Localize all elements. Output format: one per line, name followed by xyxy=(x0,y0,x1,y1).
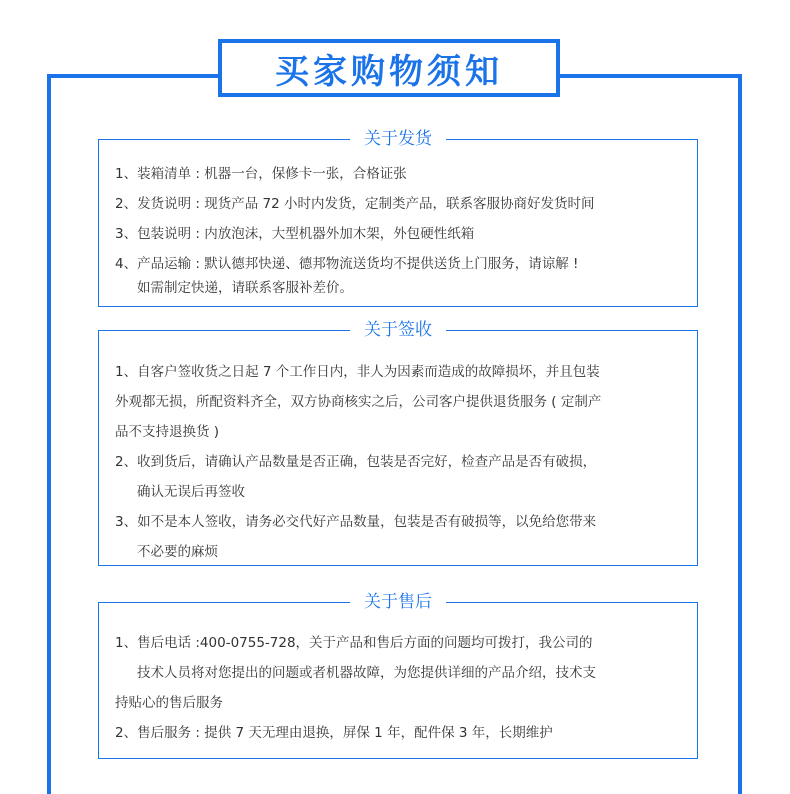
section-after-sales xyxy=(98,592,698,759)
list-item: 2、发货说明 : 现货产品 72 小时内发货，定制类产品，联系客服协商好发货时间 xyxy=(115,196,595,212)
section-title: 关于售后 xyxy=(350,592,446,612)
list-item: 不必要的麻烦 xyxy=(137,544,218,560)
section-header xyxy=(99,129,697,149)
section-body xyxy=(115,357,683,567)
section-header xyxy=(99,320,697,340)
divider xyxy=(246,330,350,331)
list-item: 品不支持退换货 ) xyxy=(115,424,220,440)
divider xyxy=(446,602,550,603)
divider xyxy=(446,330,550,331)
divider xyxy=(446,139,550,140)
list-item: 3、包装说明 : 内放泡沫，大型机器外加木架，外包硬性纸箱 xyxy=(115,226,475,242)
section-header xyxy=(99,592,697,612)
list-item: 如需制定快递，请联系客服补差价。 xyxy=(137,280,353,296)
list-item: 4、产品运输 : 默认德邦快递、德邦物流送货均不提供送货上门服务，请谅解 ! xyxy=(115,256,579,272)
list-item: 1、售后电话 :400-0755-728，关于产品和售后方面的问题均可拨打，我公司的 xyxy=(115,635,593,651)
list-item: 技术人员将对您提出的问题或者机器故障，为您提供详细的产品介绍，技术支 xyxy=(137,665,596,681)
section-body xyxy=(115,628,683,748)
list-item: 外观都无损，所配资料齐全，双方协商核实之后，公司客户提供退货服务 ( 定制产 xyxy=(115,394,602,410)
list-item: 1、自客户签收货之日起 7 个工作日内，非人为因素而造成的故障损坏，并且包装 xyxy=(115,364,600,380)
list-item: 确认无误后再签收 xyxy=(137,484,245,500)
list-item: 3、如不是本人签收，请务必交代好产品数量，包装是否有破损等，以免给您带来 xyxy=(115,514,597,530)
divider xyxy=(246,139,350,140)
list-item: 2、收到货后，请确认产品数量是否正确，包装是否完好，检查产品是否有破损， xyxy=(115,454,597,470)
divider xyxy=(246,602,350,603)
section-receipt xyxy=(98,320,698,566)
list-item: 持贴心的售后服务 xyxy=(115,695,223,711)
section-title: 关于签收 xyxy=(350,320,446,340)
section-body xyxy=(115,159,683,303)
section-shipping xyxy=(98,129,698,307)
list-item: 1、装箱清单 : 机器一台，保修卡一张，合格证张 xyxy=(115,166,407,182)
list-item: 2、售后服务 : 提供 7 天无理由退换，屏保 1 年，配件保 3 年，长期维护 xyxy=(115,725,553,741)
section-title: 关于发货 xyxy=(350,129,446,149)
page-title: 买家购物须知 xyxy=(218,39,560,97)
